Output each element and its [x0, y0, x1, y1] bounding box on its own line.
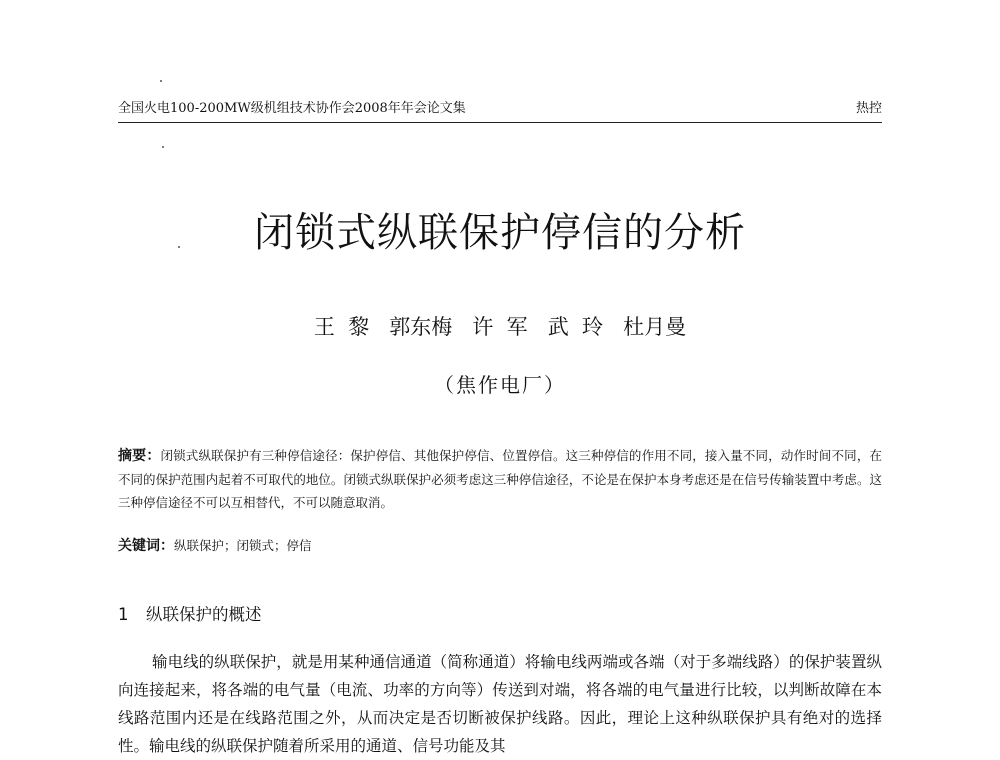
running-header — [118, 98, 882, 120]
paper-affiliation: （焦作电厂） — [434, 373, 566, 397]
abstract-label: 摘要： — [118, 448, 161, 464]
header-category: 热控 — [855, 101, 882, 116]
header-proceedings-title: 全国火电100-200MW级机组技术协作会2008年年会论文集 — [118, 101, 466, 116]
header-rule — [118, 122, 882, 123]
keywords-label: 关键词： — [118, 538, 174, 554]
paper-title: 闭锁式纵联保护停信的分析 — [254, 210, 746, 256]
scan-speck — [162, 146, 164, 148]
scan-speck — [160, 80, 162, 82]
section-heading — [118, 603, 882, 627]
keywords — [118, 536, 882, 556]
keywords-text: 纵联保护；闭锁式；停信 — [174, 538, 312, 553]
section-title: 纵联保护的概述 — [146, 605, 262, 624]
paper-authors: 王 黎 郭东梅 许 军 武 玲 杜月曼 — [313, 315, 687, 339]
body-paragraph — [118, 648, 882, 760]
body-paragraph-text: 输电线的纵联保护，就是用某种通信通道（简称通道）将输电线两端或各端（对于多端线路）的保护装置纵向连接起来，将各端的电气量（电流、功率的方向等）传送到对端，将各端的电气量进行比较，以判断故障在本线路范围内还是在线路范围之外，从而决定是否切断被保护线路。因此，理论上这种纵联保护具有绝对的选择性。输电线的纵联保护随着所采用的通道、信号功能及其 — [118, 653, 882, 755]
section-number: 1 — [118, 605, 129, 624]
abstract-text: 闭锁式纵联保护有三种停信途径：保护停信、其他保护停信、位置停信。这三种停信的作用不同，接入量不同，动作时间不同，在不同的保护范围内起着不可取代的地位。闭锁式纵联保护必须考虑这三种停信途径，不论是在保护本身考虑还是在信号传输装置中考虑。这三种停信途径不可以互相替代，不可以随意取消。 — [118, 448, 882, 510]
abstract — [118, 444, 882, 514]
